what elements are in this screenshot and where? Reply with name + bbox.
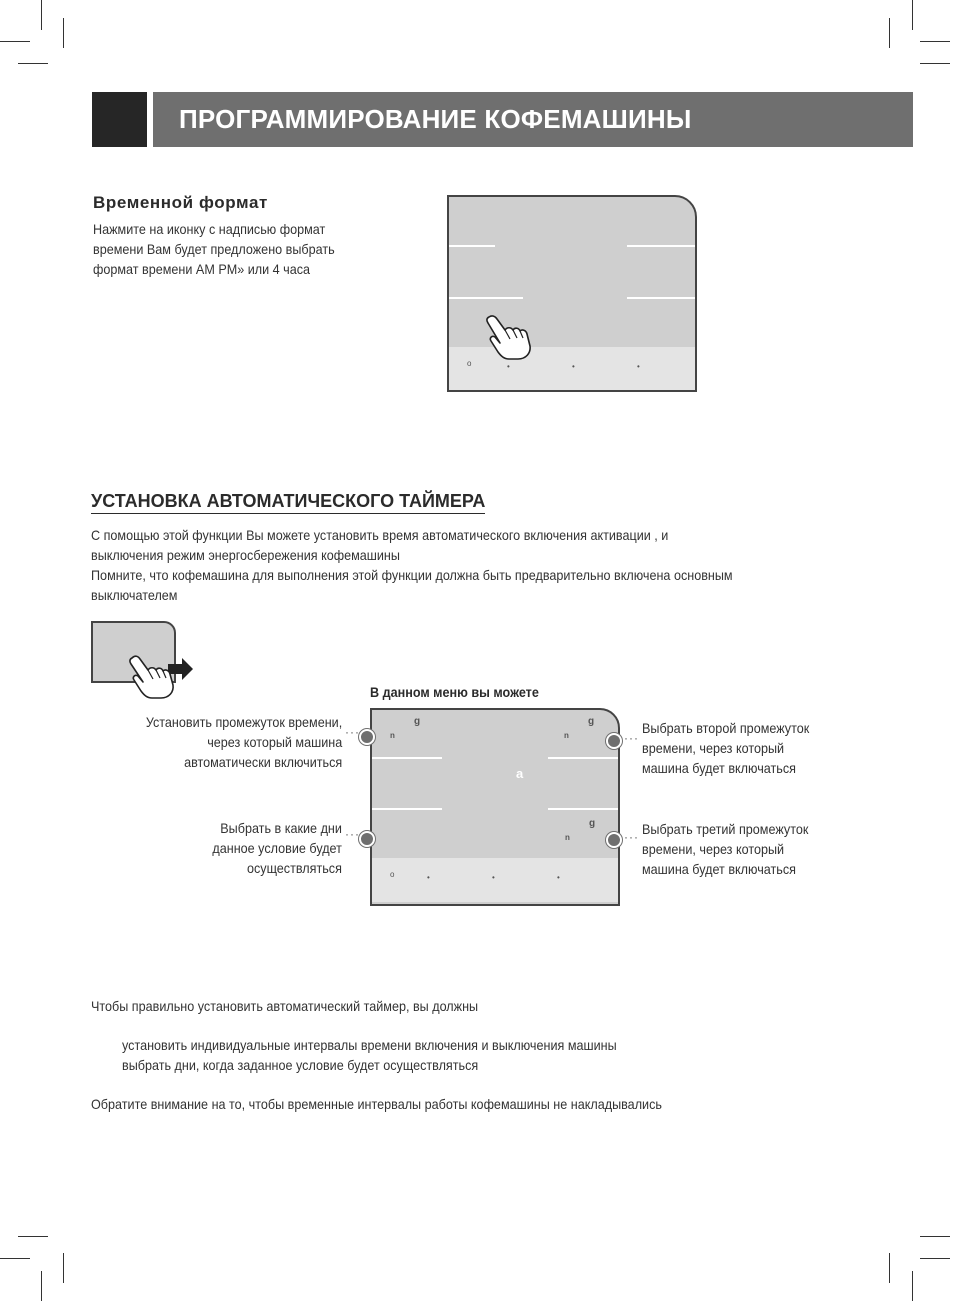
list-item: выбрать дни, когда заданное условие будет осуществляться — [122, 1057, 479, 1073]
crop-mark — [912, 0, 913, 30]
crop-mark — [18, 1236, 48, 1237]
text-line: Выбрать второй промежуток — [642, 720, 810, 736]
text-line: автоматически включиться — [183, 754, 342, 770]
crop-mark — [920, 41, 950, 42]
screen-divider — [627, 297, 695, 299]
callout-leader: ··· — [345, 827, 360, 841]
text-line: выключателем — [91, 587, 178, 603]
screen-divider — [449, 245, 495, 247]
callout-marker-right-bottom — [606, 832, 622, 848]
crop-mark — [63, 1253, 64, 1283]
callout-right-top — [642, 718, 809, 778]
callout-leader: ··· — [624, 830, 639, 844]
crop-mark — [0, 41, 30, 42]
auto-timer-intro — [91, 525, 733, 605]
text-line: Выбрать в какие дни — [220, 820, 342, 836]
text-line: осуществляться — [247, 860, 342, 876]
footer-dot: • — [557, 873, 560, 882]
auto-timer-heading: УСТАНОВКА АВТОМАТИЧЕСКОГО ТАЙМЕРА — [91, 491, 485, 514]
steps-intro: Чтобы правильно установить автоматический таймер, вы должны — [91, 998, 479, 1014]
text-line: Нажмите на иконку с надписью формат — [93, 221, 326, 237]
crop-mark — [912, 1271, 913, 1301]
callout-leader: ··· — [345, 725, 360, 739]
callout-marker-left-top — [359, 729, 375, 745]
text-line: Помните, что кофемашина для выполнения этой функции должна быть предварительно включена основным — [91, 567, 733, 583]
text-line: Выбрать третий промежуток — [642, 821, 809, 837]
screen-glyph: n — [564, 731, 569, 740]
screen-glyph: n — [565, 833, 570, 842]
hand-swipe-icon — [128, 652, 196, 700]
crop-mark — [41, 0, 42, 30]
steps-list — [122, 1035, 617, 1075]
page-title: ПРОГРАММИРОВАНИЕ КОФЕМАШИНЫ — [179, 104, 692, 134]
time-format-screen-illustration — [447, 195, 697, 392]
callout-left-top — [146, 712, 342, 772]
screen-divider — [627, 245, 695, 247]
screen-divider — [449, 297, 523, 299]
crop-mark — [18, 63, 48, 64]
time-format-description — [93, 219, 335, 279]
screen-divider — [372, 808, 442, 810]
text-line: через который машина — [207, 734, 342, 750]
text-line: формат времени AM PM» или 4 часа — [93, 261, 311, 277]
screen-divider — [372, 757, 442, 759]
callout-marker-right-top — [606, 733, 622, 749]
footer-dot: • — [572, 362, 575, 371]
callout-leader: ··· — [624, 731, 639, 745]
crop-mark — [920, 1236, 950, 1237]
text-line: машина будет включаться — [642, 760, 796, 776]
footer-glyph: o — [467, 359, 472, 368]
note-text: Обратите внимание на то, чтобы временные интервалы работы кофемашины не накладывались — [91, 1096, 662, 1112]
footer-dot: • — [637, 362, 640, 371]
menu-caption: В данном меню вы можете — [370, 684, 539, 700]
screen-glyph: g — [589, 818, 596, 829]
crop-mark — [889, 1253, 890, 1283]
callout-marker-left-bottom — [359, 831, 375, 847]
crop-mark — [920, 63, 950, 64]
screen-divider — [548, 757, 618, 759]
screen-divider — [548, 808, 618, 810]
crop-mark — [41, 1271, 42, 1301]
text-line: времени, через который — [642, 740, 785, 756]
time-format-heading: Временной формат — [93, 193, 268, 212]
crop-mark — [920, 1258, 950, 1259]
header-dark-block — [92, 92, 147, 147]
text-line: времени Вам будет предложено выбрать — [93, 241, 335, 257]
callout-right-bottom — [642, 819, 808, 879]
footer-glyph: o — [390, 870, 395, 879]
footer-dot: • — [492, 873, 495, 882]
crop-mark — [63, 18, 64, 48]
text-line: данное условие будет — [212, 840, 342, 856]
timer-menu-screen-illustration — [370, 708, 620, 906]
screen-footer — [372, 858, 618, 902]
text-line: машина будет включаться — [642, 861, 796, 877]
text-line: времени, через который — [642, 841, 785, 857]
list-item: установить индивидуальные интервалы времени включения и выключения машины — [122, 1037, 617, 1053]
text-line: С помощью этой функции Вы можете установить время автоматического включения активации , и — [91, 527, 669, 543]
footer-dot: • — [427, 873, 430, 882]
callout-left-bottom — [212, 818, 342, 878]
crop-mark — [889, 18, 890, 48]
screen-glyph: n — [390, 731, 395, 740]
footer-dot: • — [507, 362, 510, 371]
screen-glyph: g — [588, 716, 595, 727]
screen-glyph: g — [414, 716, 421, 727]
text-line: выключения режим энергосбережения кофемашины — [91, 547, 400, 563]
crop-mark — [0, 1258, 30, 1259]
text-line: Установить промежуток времени, — [145, 714, 342, 730]
hand-pointer-icon — [485, 313, 537, 361]
screen-center-glyph: a — [516, 766, 524, 781]
